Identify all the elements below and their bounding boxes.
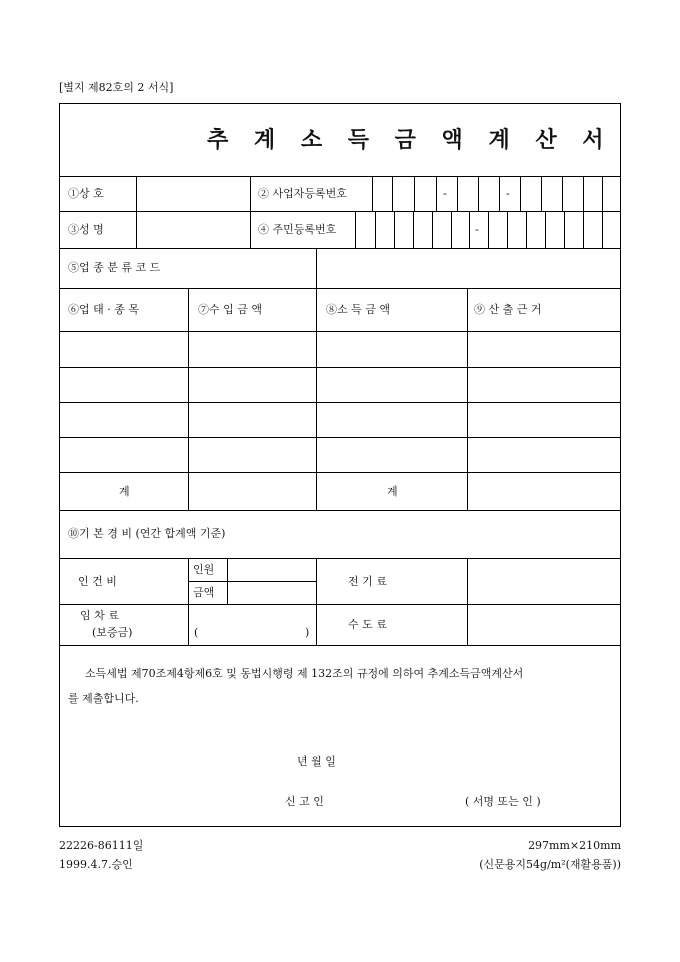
digit-cell bbox=[436, 176, 437, 211]
digit-cell bbox=[499, 176, 500, 211]
col-divider bbox=[250, 176, 251, 248]
date-line: 년 월 일 bbox=[297, 755, 336, 768]
paper-size: 297mm×210mm bbox=[528, 839, 621, 852]
digit-cell bbox=[545, 211, 546, 248]
digit-cell bbox=[583, 176, 584, 211]
digit-cell bbox=[526, 211, 527, 248]
col-divider bbox=[316, 288, 317, 510]
basis-header: ⑨ 산 출 근 거 bbox=[474, 303, 542, 316]
digit-cell bbox=[469, 211, 470, 248]
digit-cell bbox=[413, 211, 414, 248]
labor-label: 인 건 비 bbox=[78, 575, 117, 588]
digit-cell bbox=[488, 211, 489, 248]
electricity-label: 전 기 료 bbox=[348, 575, 387, 588]
amount-label: 금액 bbox=[193, 586, 215, 599]
paren-open: ( bbox=[194, 626, 199, 639]
row-divider bbox=[59, 176, 621, 177]
business-reg-label: ② 사업자등록번호 bbox=[258, 187, 347, 200]
paper-spec: (신문용지54g/m²(재활용품)) bbox=[479, 858, 621, 871]
row-divider bbox=[59, 288, 621, 289]
digit-cell bbox=[457, 176, 458, 211]
digit-cell bbox=[372, 176, 373, 211]
reg-dash: - bbox=[475, 223, 479, 236]
expenses-header: ⑩기 본 경 비 (연간 합계액 기준) bbox=[68, 527, 226, 540]
digit-cell bbox=[394, 211, 395, 248]
digit-cell bbox=[392, 176, 393, 211]
digit-cell bbox=[602, 211, 603, 248]
digit-cell bbox=[478, 176, 479, 211]
digit-cell bbox=[432, 211, 433, 248]
form-reference: [별지 제82호의 2 서식] bbox=[59, 81, 174, 94]
col-divider bbox=[227, 558, 228, 604]
digit-cell bbox=[355, 211, 356, 248]
row-divider bbox=[59, 402, 621, 403]
digit-cell bbox=[451, 211, 452, 248]
row-divider bbox=[59, 331, 621, 332]
row-divider bbox=[59, 558, 621, 559]
reg-dash: - bbox=[443, 187, 447, 200]
rent-label: 임 차 료 bbox=[80, 609, 119, 622]
industry-code-label: ⑤업 종 분 류 코 드 bbox=[68, 261, 161, 274]
digit-cell bbox=[583, 211, 584, 248]
row-divider bbox=[188, 581, 316, 582]
col-divider bbox=[188, 558, 189, 645]
resident-reg-label: ④ 주민등록번호 bbox=[258, 223, 337, 236]
income-header: ⑧소 득 금 액 bbox=[326, 303, 390, 316]
digit-cell bbox=[520, 176, 521, 211]
col-divider bbox=[188, 288, 189, 510]
reg-dash: - bbox=[506, 187, 510, 200]
col-divider bbox=[467, 558, 468, 645]
total-label-left: 계 bbox=[119, 485, 130, 498]
digit-cell bbox=[541, 176, 542, 211]
digit-cell bbox=[414, 176, 415, 211]
signature-label: ( 서명 또는 인 ) bbox=[465, 795, 541, 808]
digit-cell bbox=[562, 176, 563, 211]
deposit-label: (보증금) bbox=[92, 626, 133, 639]
col-divider bbox=[316, 248, 317, 288]
row-divider bbox=[59, 510, 621, 511]
statement-line-1: 소득세법 제70조제4항제6호 및 동법시행령 제 132조의 규정에 의하여 추계소득금액계산서 bbox=[85, 667, 524, 680]
form-code: 22226-86111일 bbox=[59, 839, 144, 852]
headcount-label: 인원 bbox=[193, 563, 215, 576]
revenue-header: ⑦수 입 금 액 bbox=[198, 303, 262, 316]
digit-cell bbox=[602, 176, 603, 211]
row-divider bbox=[59, 472, 621, 473]
col-divider bbox=[136, 176, 137, 248]
col-divider bbox=[467, 288, 468, 510]
name-label: ③성 명 bbox=[68, 223, 104, 236]
row-divider bbox=[59, 248, 621, 249]
digit-cell bbox=[564, 211, 565, 248]
digit-cell bbox=[375, 211, 376, 248]
form-title: 추 계 소 득 금 액 계 산 서 bbox=[207, 127, 613, 153]
row-divider bbox=[59, 604, 621, 605]
row-divider bbox=[59, 367, 621, 368]
total-label-right: 계 bbox=[387, 485, 398, 498]
col-divider bbox=[316, 558, 317, 645]
digit-cell bbox=[507, 211, 508, 248]
approval-date: 1999.4.7.승인 bbox=[59, 858, 133, 871]
row-divider bbox=[59, 211, 621, 212]
water-label: 수 도 료 bbox=[348, 618, 387, 631]
paren-close: ) bbox=[305, 626, 310, 639]
trade-name-label: ①상 호 bbox=[68, 187, 104, 200]
statement-line-2: 를 제출합니다. bbox=[68, 692, 139, 705]
business-type-header: ⑥업 태 · 종 목 bbox=[68, 303, 139, 316]
declarant-label: 신 고 인 bbox=[285, 795, 324, 808]
row-divider bbox=[59, 437, 621, 438]
row-divider bbox=[59, 645, 621, 646]
